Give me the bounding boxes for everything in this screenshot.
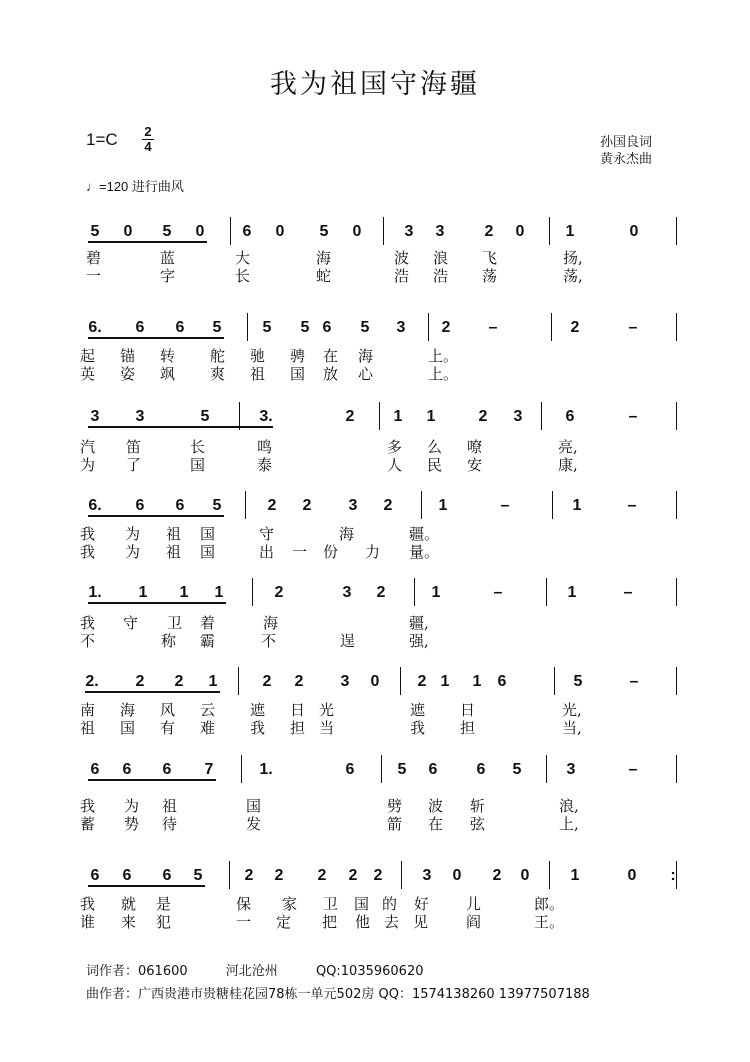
jianpu-note: 6 [428, 761, 438, 778]
lyric-syllable: 势 [124, 815, 140, 833]
lyric-syllable: 犯 [156, 913, 172, 931]
footer-location: 河北沧州 [225, 964, 278, 979]
lyric-syllable: 阎 [466, 913, 482, 931]
footer-line-1 [86, 960, 458, 979]
lyric-syllable: 一 [236, 913, 252, 931]
lyric-syllable: 把 [322, 913, 338, 931]
jianpu-note: 5 [162, 223, 172, 240]
bar-line [252, 578, 253, 606]
jianpu-note: 3 [404, 223, 414, 240]
jianpu-note: – [628, 319, 638, 336]
jianpu-note: 6 [162, 761, 172, 778]
lyric-syllable: 当, [562, 719, 582, 737]
lyric-syllable: 我 [80, 895, 96, 913]
lyric-syllable: 国 [190, 456, 206, 474]
jianpu-note: 1 [208, 673, 218, 690]
footer-line-2: 曲作者：广西贵港市贵糖桂花园78栋一单元502房 QQ：1574138260 13977507188 [86, 987, 590, 1002]
lyric-syllable: 在 [323, 347, 339, 365]
lyric-syllable: 为 [125, 525, 141, 543]
lyric-syllable: 难 [200, 719, 216, 737]
key-signature: 1=C [86, 130, 118, 149]
lyric-syllable: 一 [292, 543, 308, 561]
jianpu-note: 3 [435, 223, 445, 240]
lyric-syllable: 遮 [250, 701, 266, 719]
lyric-syllable: 心 [358, 365, 374, 383]
jianpu-note: 2 [492, 867, 502, 884]
lyric-syllable: 长 [190, 438, 206, 456]
lyric-syllable: 波 [428, 797, 444, 815]
lyric-syllable: 王。 [534, 913, 565, 931]
beat-underline [85, 691, 220, 693]
jianpu-note: 7 [204, 761, 214, 778]
lyric-syllable: 发 [246, 815, 262, 833]
lyricist-credit: 孙国良词 [600, 134, 653, 149]
lyric-syllable: 上。 [428, 365, 459, 383]
jianpu-note: 2 [294, 673, 304, 690]
jianpu-note: 6 [175, 319, 185, 336]
tempo-marking: ♩=120 进行曲风 [86, 179, 184, 194]
lyric-syllable: 疆, [409, 614, 429, 632]
bar-line [676, 491, 677, 519]
lyric-syllable: 斩 [470, 797, 486, 815]
lyric-syllable: 卫 [323, 895, 339, 913]
bar-line [421, 491, 422, 519]
jianpu-note: 5 [360, 319, 370, 336]
footer-qq: QQ:1035960620 [315, 964, 424, 979]
lyric-syllable: 嘹 [467, 438, 483, 456]
lyric-syllable: 我 [80, 797, 96, 815]
bar-line [546, 578, 547, 606]
footer-lyricist: 词作者：061600 [86, 964, 188, 979]
lyric-syllable: 长 [235, 267, 251, 285]
lyric-syllable: 来 [121, 913, 137, 931]
lyric-syllable: 国 [354, 895, 370, 913]
bar-line [379, 402, 380, 430]
jianpu-note: 6 [242, 223, 252, 240]
bar-line [238, 667, 239, 695]
lyric-syllable: 荡 [482, 267, 498, 285]
lyric-syllable: 字 [160, 267, 176, 285]
lyric-syllable: 浪, [559, 797, 579, 815]
jianpu-note: 2 [441, 319, 451, 336]
jianpu-note: 0 [123, 223, 133, 240]
bar-line [552, 491, 553, 519]
lyric-syllable: 为 [125, 543, 141, 561]
jianpu-note: – [500, 497, 510, 514]
jianpu-note: 1 [472, 673, 482, 690]
jianpu-note: – [488, 319, 498, 336]
bar-line [549, 217, 550, 245]
lyric-syllable: 待 [162, 815, 178, 833]
jianpu-note: 6 [135, 497, 145, 514]
bar-line [676, 667, 677, 695]
jianpu-note: 0 [520, 867, 530, 884]
song-title: 我为祖国守海疆 [270, 69, 480, 100]
jianpu-note: 1 [214, 584, 224, 601]
jianpu-note: 0 [515, 223, 525, 240]
jianpu-note: 6 [175, 497, 185, 514]
lyric-syllable: 当 [319, 719, 335, 737]
jianpu-note: 3 [422, 867, 432, 884]
lyric-syllable: 卫 [167, 614, 183, 632]
bar-line [549, 861, 550, 889]
jianpu-note: 6. [88, 319, 102, 336]
lyric-syllable: 风 [160, 701, 176, 719]
lyric-syllable: 国 [290, 365, 306, 383]
lyric-syllable: 祖 [250, 365, 266, 383]
jianpu-note: 1 [393, 408, 403, 425]
lyric-syllable: 定 [276, 913, 292, 931]
time-signature [142, 126, 154, 153]
lyric-syllable: 锚 [120, 347, 136, 365]
lyric-syllable: 为 [80, 456, 96, 474]
lyric-syllable: 强, [409, 632, 429, 650]
jianpu-note: – [623, 584, 633, 601]
lyric-syllable: 汽 [80, 438, 96, 456]
jianpu-note: 3 [396, 319, 406, 336]
jianpu-note: 2 [373, 867, 383, 884]
lyric-syllable: 海 [120, 701, 136, 719]
jianpu-note: 6 [122, 867, 132, 884]
bar-line [676, 313, 677, 341]
lyric-syllable: 么 [427, 438, 443, 456]
lyric-syllable: 份 [323, 543, 339, 561]
bar-line [546, 755, 547, 783]
lyric-syllable: 一 [86, 267, 102, 285]
jianpu-note: 2 [317, 867, 327, 884]
lyric-syllable: 浩 [433, 267, 449, 285]
lyric-syllable: 浪 [433, 249, 449, 267]
jianpu-note: 1 [567, 584, 577, 601]
lyric-syllable: 起 [80, 347, 96, 365]
jianpu-note: 5 [512, 761, 522, 778]
lyric-syllable: 民 [427, 456, 443, 474]
jianpu-note: 2 [302, 497, 312, 514]
jianpu-note: 2 [376, 584, 386, 601]
lyric-syllable: 扬, [563, 249, 583, 267]
lyric-syllable: 我 [80, 614, 96, 632]
lyric-syllable: 了 [126, 456, 142, 474]
jianpu-note: 3 [513, 408, 523, 425]
lyric-syllable: 浩 [394, 267, 410, 285]
lyric-syllable: 舵 [210, 347, 226, 365]
lyric-syllable: 日 [460, 701, 476, 719]
lyric-syllable: 担 [460, 719, 476, 737]
lyric-syllable: 上。 [428, 347, 459, 365]
lyric-syllable: 见 [413, 913, 429, 931]
bar-line [241, 755, 242, 783]
lyric-syllable: 霸 [200, 632, 216, 650]
beat-underline [88, 515, 224, 517]
jianpu-note: 1 [426, 408, 436, 425]
lyric-syllable: 守 [123, 614, 139, 632]
jianpu-note: 1 [440, 673, 450, 690]
bar-line [554, 667, 555, 695]
lyric-syllable: 爽 [210, 365, 226, 383]
beat-underline [88, 602, 226, 604]
bar-line [381, 755, 382, 783]
jianpu-note: 2 [274, 867, 284, 884]
jianpu-note: – [629, 673, 639, 690]
jianpu-note: 6 [162, 867, 172, 884]
bar-line [551, 313, 552, 341]
jianpu-note: 1. [88, 584, 102, 601]
jianpu-note: 2 [244, 867, 254, 884]
lyric-syllable: 英 [80, 365, 96, 383]
lyric-syllable: 驰 [250, 347, 266, 365]
lyric-syllable: 海 [339, 525, 355, 543]
lyric-syllable: 国 [200, 543, 216, 561]
jianpu-note: 6 [345, 761, 355, 778]
jianpu-note: 2 [267, 497, 277, 514]
jianpu-note: 1 [431, 584, 441, 601]
jianpu-note: 2 [417, 673, 427, 690]
lyric-syllable: 荡, [563, 267, 583, 285]
jianpu-note: 5 [90, 223, 100, 240]
jianpu-note: 3 [90, 408, 100, 425]
lyric-syllable: 亮, [558, 438, 578, 456]
lyric-syllable: 儿 [466, 895, 482, 913]
jianpu-note: 3 [566, 761, 576, 778]
lyric-syllable: 飞 [482, 249, 498, 267]
lyric-syllable: 安 [467, 456, 483, 474]
bar-line [676, 861, 677, 889]
jianpu-note: 5 [193, 867, 203, 884]
jianpu-note: – [628, 761, 638, 778]
beat-underline [88, 885, 205, 887]
bar-line [401, 861, 402, 889]
jianpu-note: 1 [570, 867, 580, 884]
lyric-syllable: 祖 [162, 797, 178, 815]
jianpu-note: 3 [348, 497, 358, 514]
lyric-syllable: 的 [382, 895, 398, 913]
lyric-syllable: 我 [410, 719, 426, 737]
jianpu-note: : [670, 867, 676, 884]
lyric-syllable: 有 [160, 719, 176, 737]
jianpu-note: 0 [452, 867, 462, 884]
lyric-syllable: 着 [200, 614, 216, 632]
lyric-syllable: 海 [316, 249, 332, 267]
jianpu-note: 3. [259, 408, 273, 425]
lyric-syllable: 康, [558, 456, 578, 474]
bar-line [245, 491, 246, 519]
jianpu-note: 0 [352, 223, 362, 240]
lyric-syllable: 鸣 [257, 438, 273, 456]
jianpu-note: 0 [627, 867, 637, 884]
composer-credit: 黄永杰曲 [600, 151, 653, 166]
jianpu-note: 2 [570, 319, 580, 336]
jianpu-note: 1. [259, 761, 273, 778]
lyric-syllable: 谁 [80, 913, 96, 931]
beat-underline [88, 241, 207, 243]
jianpu-note: 3 [135, 408, 145, 425]
lyric-syllable: 上, [559, 815, 579, 833]
beat-underline [88, 426, 273, 428]
jianpu-note: 1 [138, 584, 148, 601]
lyric-syllable: 波 [394, 249, 410, 267]
lyric-syllable: 就 [121, 895, 137, 913]
jianpu-note: 5 [397, 761, 407, 778]
lyric-syllable: 家 [282, 895, 298, 913]
lyric-syllable: 保 [236, 895, 252, 913]
jianpu-note: 6 [565, 408, 575, 425]
lyric-syllable: 姿 [120, 365, 136, 383]
jianpu-note: – [493, 584, 503, 601]
jianpu-note: 2 [348, 867, 358, 884]
jianpu-note: 1 [438, 497, 448, 514]
lyric-syllable: 我 [80, 525, 96, 543]
jianpu-note: 6 [90, 867, 100, 884]
jianpu-note: 6 [122, 761, 132, 778]
jianpu-note: 6 [497, 673, 507, 690]
lyric-syllable: 不 [80, 632, 96, 650]
lyric-syllable: 在 [428, 815, 444, 833]
time-signature-top: 2 [144, 124, 152, 139]
bar-line [676, 217, 677, 245]
lyric-syllable: 称 [161, 632, 177, 650]
jianpu-note: 3 [342, 584, 352, 601]
bar-line [247, 313, 248, 341]
bar-line [230, 217, 231, 245]
bar-line [676, 402, 677, 430]
lyric-syllable: 逞 [340, 632, 356, 650]
jianpu-note: 5 [200, 408, 210, 425]
lyric-syllable: 骋 [290, 347, 306, 365]
jianpu-note: 0 [370, 673, 380, 690]
lyric-syllable: 祖 [80, 719, 96, 737]
lyric-syllable: 云 [200, 701, 216, 719]
jianpu-note: 0 [275, 223, 285, 240]
jianpu-note: 5 [212, 497, 222, 514]
bar-line [541, 402, 542, 430]
lyric-syllable: 泰 [257, 456, 273, 474]
lyric-syllable: 国 [200, 525, 216, 543]
lyric-syllable: 多 [387, 438, 403, 456]
jianpu-note: 5 [300, 319, 310, 336]
jianpu-note: 2 [174, 673, 184, 690]
lyric-syllable: 劈 [387, 797, 403, 815]
bar-line [414, 578, 415, 606]
lyric-syllable: 疆。 [409, 525, 440, 543]
bar-line [400, 667, 401, 695]
lyric-syllable: 蓝 [160, 249, 176, 267]
jianpu-note: 2 [262, 673, 272, 690]
lyric-syllable: 为 [124, 797, 140, 815]
jianpu-note: – [628, 408, 638, 425]
jianpu-note: 2 [274, 584, 284, 601]
jianpu-note: 6. [88, 497, 102, 514]
lyric-syllable: 祖 [166, 543, 182, 561]
jianpu-note: 6 [322, 319, 332, 336]
jianpu-note: 5 [262, 319, 272, 336]
jianpu-note: 2 [478, 408, 488, 425]
lyric-syllable: 我 [250, 719, 266, 737]
lyric-syllable: 遮 [410, 701, 426, 719]
lyric-syllable: 不 [261, 632, 277, 650]
lyric-syllable: 人 [387, 456, 403, 474]
lyric-syllable: 放 [323, 365, 339, 383]
jianpu-note: 2 [383, 497, 393, 514]
lyric-syllable: 转 [160, 347, 176, 365]
jianpu-note: 6 [90, 761, 100, 778]
jianpu-note: 0 [629, 223, 639, 240]
bar-line [229, 861, 230, 889]
lyric-syllable: 出 [259, 543, 275, 561]
lyric-syllable: 箭 [387, 815, 403, 833]
lyric-syllable: 笛 [126, 438, 142, 456]
lyric-syllable: 量。 [409, 543, 440, 561]
jianpu-note: 1 [565, 223, 575, 240]
jianpu-note: 2 [484, 223, 494, 240]
lyric-syllable: 我 [80, 543, 96, 561]
lyric-syllable: 碧 [86, 249, 102, 267]
lyric-syllable: 力 [365, 543, 381, 561]
bar-line [383, 217, 384, 245]
lyric-syllable: 海 [358, 347, 374, 365]
jianpu-note: 6 [135, 319, 145, 336]
lyric-syllable: 守 [259, 525, 275, 543]
time-signature-bottom: 4 [144, 139, 152, 154]
lyric-syllable: 国 [246, 797, 262, 815]
jianpu-note: 2. [85, 673, 99, 690]
jianpu-note: 5 [573, 673, 583, 690]
jianpu-note: – [627, 497, 637, 514]
jianpu-note: 5 [319, 223, 329, 240]
jianpu-note: 3 [340, 673, 350, 690]
jianpu-note: 2 [135, 673, 145, 690]
lyric-syllable: 是 [156, 895, 172, 913]
lyric-syllable: 祖 [166, 525, 182, 543]
lyric-syllable: 蛇 [316, 267, 332, 285]
jianpu-note: 1 [179, 584, 189, 601]
lyric-syllable: 大 [235, 249, 251, 267]
lyric-syllable: 去 [384, 913, 400, 931]
lyric-syllable: 国 [120, 719, 136, 737]
bar-line [676, 578, 677, 606]
bar-line [428, 313, 429, 341]
jianpu-note: 5 [212, 319, 222, 336]
lyric-syllable: 担 [290, 719, 306, 737]
lyric-syllable: 光, [562, 701, 582, 719]
lyric-syllable: 蓄 [80, 815, 96, 833]
lyric-syllable: 海 [263, 614, 279, 632]
lyric-syllable: 他 [355, 913, 371, 931]
lyric-syllable: 郎。 [534, 895, 565, 913]
jianpu-note: 1 [572, 497, 582, 514]
lyric-syllable: 光 [319, 701, 335, 719]
beat-underline [88, 337, 224, 339]
lyric-syllable: 日 [290, 701, 306, 719]
lyric-syllable: 好 [414, 895, 430, 913]
bar-line [676, 755, 677, 783]
jianpu-note: 2 [345, 408, 355, 425]
lyric-syllable: 弦 [470, 815, 486, 833]
lyric-syllable: 飒 [160, 365, 176, 383]
lyric-syllable: 南 [80, 701, 96, 719]
jianpu-note: 0 [195, 223, 205, 240]
beat-underline [88, 779, 216, 781]
jianpu-note: 6 [476, 761, 486, 778]
